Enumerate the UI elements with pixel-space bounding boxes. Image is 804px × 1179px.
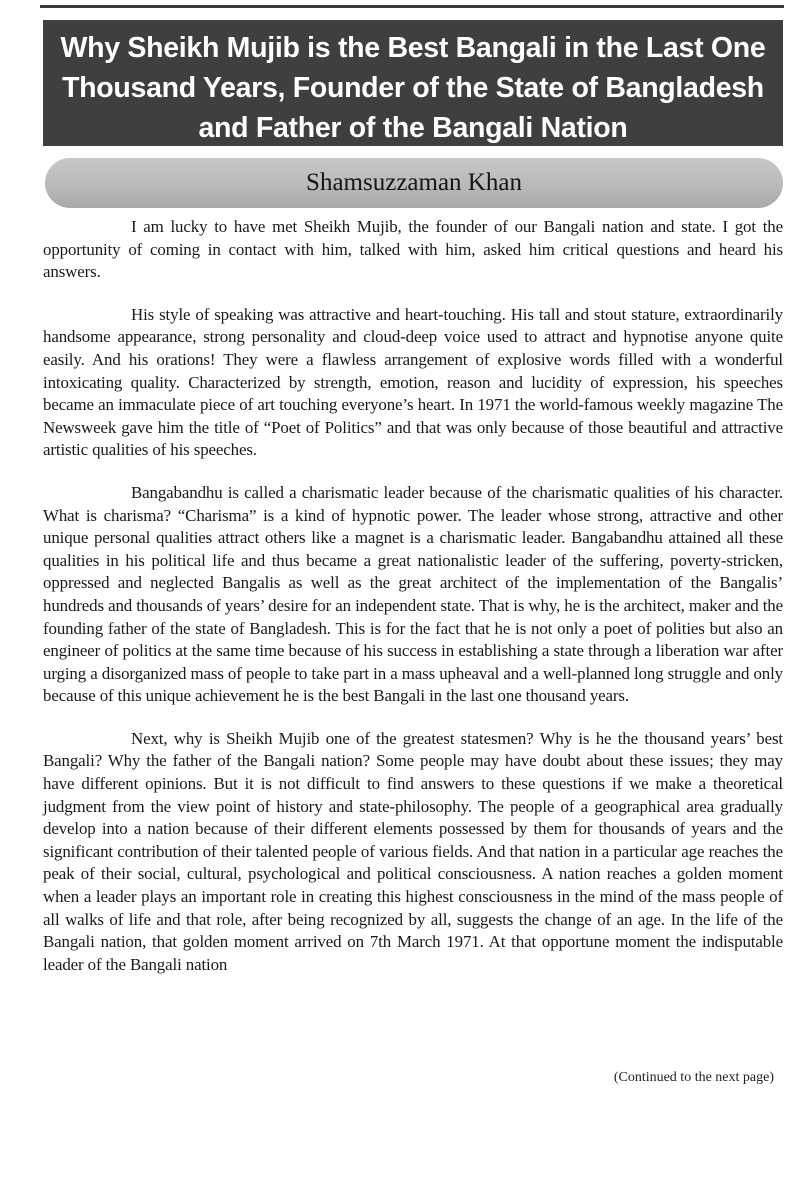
continued-note: (Continued to the next page)	[613, 1070, 774, 1085]
author-banner	[45, 158, 783, 208]
author-name: Shamsuzzaman Khan	[306, 169, 522, 196]
article-body	[43, 216, 783, 996]
paragraph-4: Next, why is Sheikh Mujib one of the greatest statesmen? Why is he the thousand years’ best Bangali? Why the father of the Bangali nation? Some people may have doubt about these issues; they may have different opinions. But it is not difficult to find answers to these questions if we make a theoretical judgment from the view point of history and state-philosophy. The people of a geographical area gradually develop into a nation because of their different elements possessed by them for thousands of years and the significant contribution of their talented people of various fields. And that nation in a particular age reaches the peak of their social, cultural, psychological and political consciousness. A nation reaches a golden moment when a leader plays an important role in creating this highest consciousness in the mind of the mass people of all walks of life and that role, after being recognized by all, suggests the change of an age. In the life of the Bangali nation, that golden moment arrived on 7th March 1971. At that opportune moment the indisputable leader of the Bangali nation	[43, 728, 783, 974]
top-rule	[40, 5, 784, 8]
paragraph-1: I am lucky to have met Sheikh Mujib, the founder of our Bangali nation and state. I got the opportunity of coming in contact with him, talked with him, asked him critical questions and heard his answers.	[43, 217, 783, 282]
article-title: Why Sheikh Mujib is the Best Bangali in the Last One Thousand Years, Founder of the State of Bangladesh and Father of the Bangali Nation	[43, 20, 783, 146]
paragraph-3: Bangabandhu is called a charismatic leader because of the charismatic qualities of his character. What is charisma? “Charisma” is a kind of hypnotic power. The leader whose strong, attractive and other unique personal qualities attract others like a magnet is a charismatic leader. Bangabandhu attained all these qualities in his political life and thus became a great nationalistic leader of the suffering, poverty-stricken, oppressed and neglected Bangalis as well as the great architect of the implementation of the Bangalis’ hundreds and thousands of years’ desire for an independent state. That is why, he is the architect, maker and the founding father of the state of Bangladesh. This is for the fact that he is not only a poet of polities but also an engineer of politics at the same time because of his success in establishing a state through a liberation war after urging a disorganized mass of people to take part in a mass upheaval and a well-planned long struggle and only because of this unique achievement he is the best Bangali in the last one thousand years.	[43, 482, 783, 706]
paragraph-2: His style of speaking was attractive and heart-touching. His tall and stout stature, extraordinarily handsome appearance, strong personality and cloud-deep voice used to attract and hypnotise anyone quite easily. And his orations! They were a flawless arrangement of explosive words filled with a wonderful intoxicating quality. Characterized by strength, emotion, reason and lucidity of expression, his speeches became an immaculate piece of art touching everyone’s heart. In 1971 the world-famous weekly magazine The Newsweek gave him the title of “Poet of Politics” and that was only because of those beautiful and attractive artistic qualities of his speeches.	[43, 304, 783, 460]
